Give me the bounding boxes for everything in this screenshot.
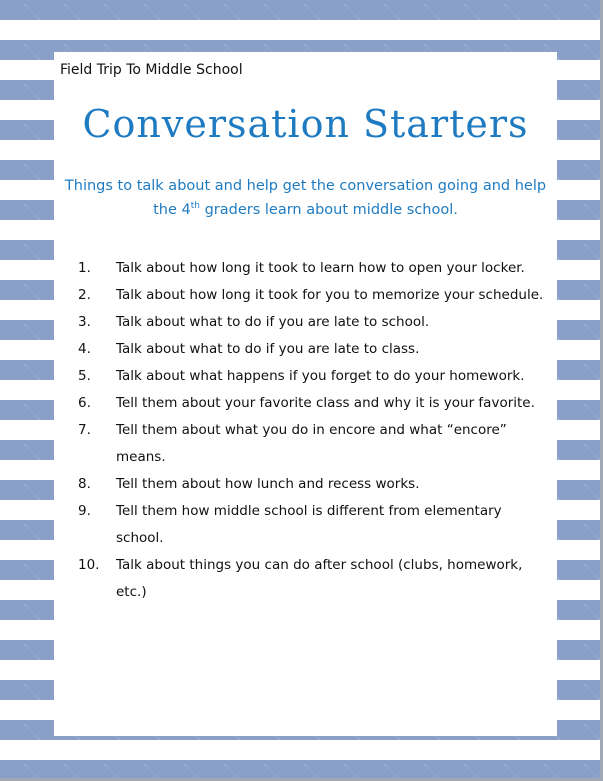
item-text: Talk about things you can do after school (clubs, homework, etc.): [116, 557, 523, 600]
subtitle-part2: graders learn about middle school.: [199, 202, 458, 218]
item-text: Tell them about how lunch and recess works.: [116, 476, 420, 492]
list-item: [78, 390, 548, 417]
item-number: 3.: [78, 314, 91, 330]
item-text: Talk about what to do if you are late to school.: [116, 314, 430, 330]
item-number: 6.: [78, 395, 91, 411]
subtitle: [54, 174, 557, 222]
subtitle-part1: Things to talk about and help get the conversation going and help the 4: [64, 178, 547, 218]
list-item: [78, 255, 548, 282]
item-number: 4.: [78, 341, 91, 357]
item-number: 8.: [78, 476, 91, 492]
item-number: 5.: [78, 368, 91, 384]
subtitle-superscript: th: [190, 201, 200, 212]
list-item: [78, 471, 548, 498]
list-item: [78, 363, 548, 390]
item-text: Talk about what to do if you are late to class.: [116, 341, 420, 357]
item-text: Tell them how middle school is different from elementary school.: [116, 503, 502, 546]
item-number: 10.: [78, 557, 100, 573]
list-item: [78, 498, 548, 552]
content-panel: [54, 52, 557, 736]
item-text: Tell them about your favorite class and why it is your favorite.: [116, 395, 535, 411]
item-text: Talk about what happens if you forget to do your homework.: [116, 368, 525, 384]
item-number: 9.: [78, 503, 91, 519]
page-title: Conversation Starters: [82, 102, 529, 146]
item-text: Talk about how long it took for you to memorize your schedule.: [116, 287, 544, 303]
item-number: 7.: [78, 422, 91, 438]
item-number: 2.: [78, 287, 91, 303]
list-item: [78, 309, 548, 336]
list-item: [78, 552, 548, 606]
item-number: 1.: [78, 260, 91, 276]
item-text: Talk about how long it took to learn how to open your locker.: [116, 260, 525, 276]
item-text: Tell them about what you do in encore and what “encore” means.: [116, 422, 507, 465]
conversation-list: [78, 255, 548, 606]
list-item: [78, 282, 548, 309]
list-item: [78, 417, 548, 471]
list-item: [78, 336, 548, 363]
document-header: Field Trip To Middle School: [60, 62, 243, 78]
